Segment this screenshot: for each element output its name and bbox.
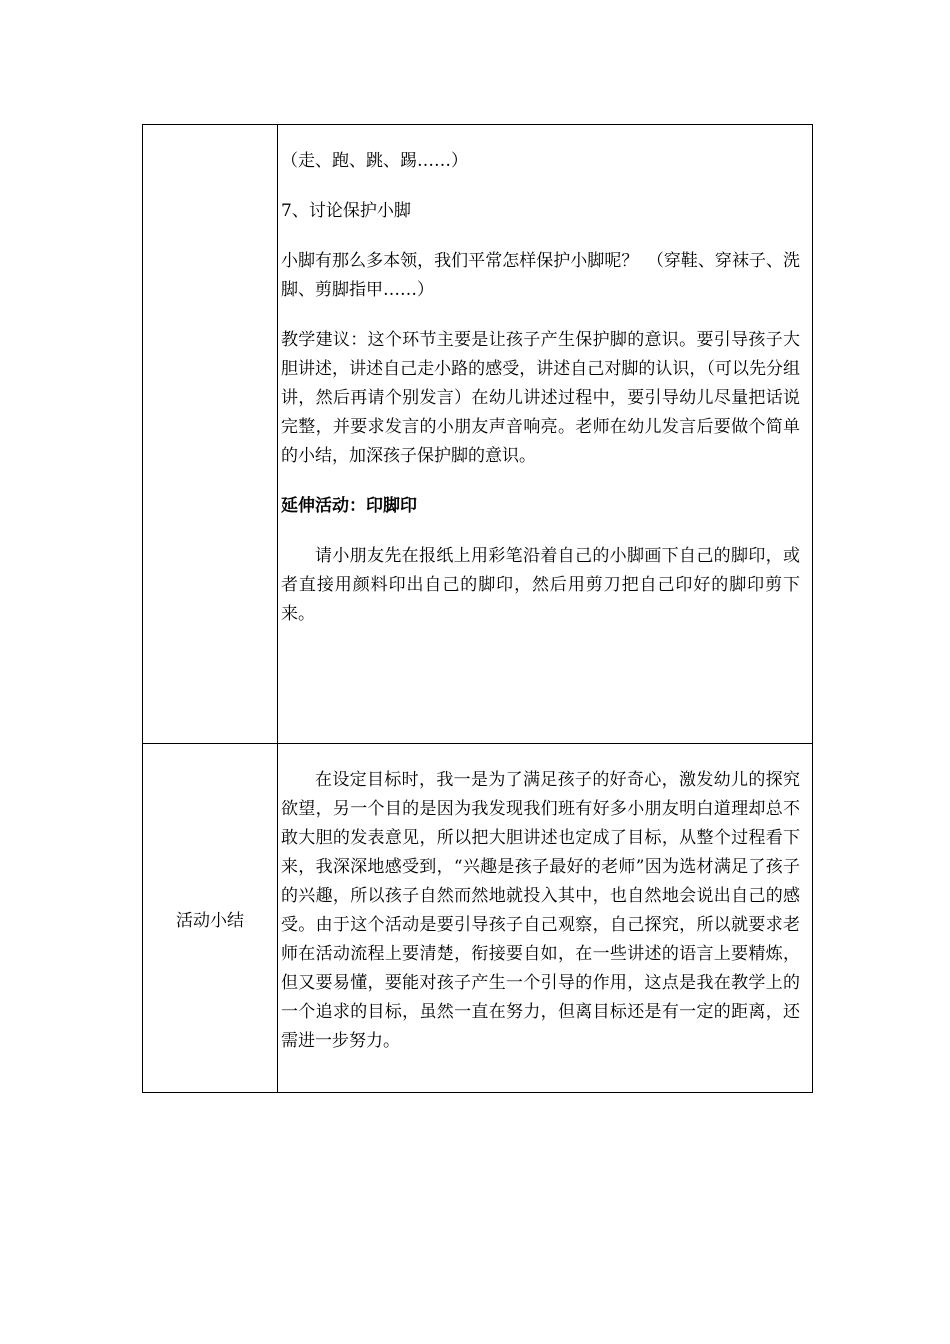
row-label-cell	[143, 125, 278, 744]
activity-summary-label: 活动小结	[143, 744, 278, 1093]
table-row	[143, 744, 813, 1093]
activity-examples-text: （走、跑、跳、踢……）	[281, 151, 468, 171]
extension-activity-heading: 延伸活动：印脚印	[281, 496, 417, 516]
row-content-cell	[278, 744, 813, 1093]
lesson-plan-table	[142, 124, 813, 1093]
table-row	[143, 125, 813, 744]
row-content-cell	[278, 125, 813, 744]
discussion-question-text: 小脚有那么多本领，我们平常怎样保护小脚呢？ （穿鞋、穿袜子、洗脚、剪脚指甲……）	[281, 251, 800, 300]
activity-summary-text: 在设定目标时，我一是为了满足孩子的好奇心，激发幼儿的探究欲望，另一个目的是因为我发现我们班有好多小朋友明白道理却总不敢大胆的发表意见，所以把大胆讲述也定成了目标，从整个过程看下来，我深深地感受到，“兴趣是孩子最好的老师”因为选材满足了孩子的兴趣，所以孩子自然而然地就投入其中，也自然地会说出自己的感受。由于这个活动是要引导孩子自己观察，自己探究，所以就要求老师在活动流程上要清楚，衔接要自如，在一些讲述的语言上要精炼，但又要易懂，要能对孩子产生一个引导的作用，这点是我在教学上的一个追求的目标，虽然一直在努力，但离目标还是有一定的距离，还需进一步努力。	[281, 770, 800, 1051]
step-heading: 7、讨论保护小脚	[281, 201, 411, 221]
teaching-suggestion-text: 教学建议：这个环节主要是让孩子产生保护脚的意识。要引导孩子大胆讲述，讲述自己走小路的感受，讲述自己对脚的认识，（可以先分组讲，然后再请个别发言）在幼儿讲述过程中，要引导幼儿尽量把话说完整，并要求发言的小朋友声音响亮。老师在幼儿发言后要做个简单的小结，加深孩子保护脚的意识。	[281, 330, 800, 466]
extension-activity-text: 请小朋友先在报纸上用彩笔沿着自己的小脚画下自己的脚印，或者直接用颜料印出自己的脚印，然后用剪刀把自己印好的脚印剪下来。	[281, 546, 800, 624]
